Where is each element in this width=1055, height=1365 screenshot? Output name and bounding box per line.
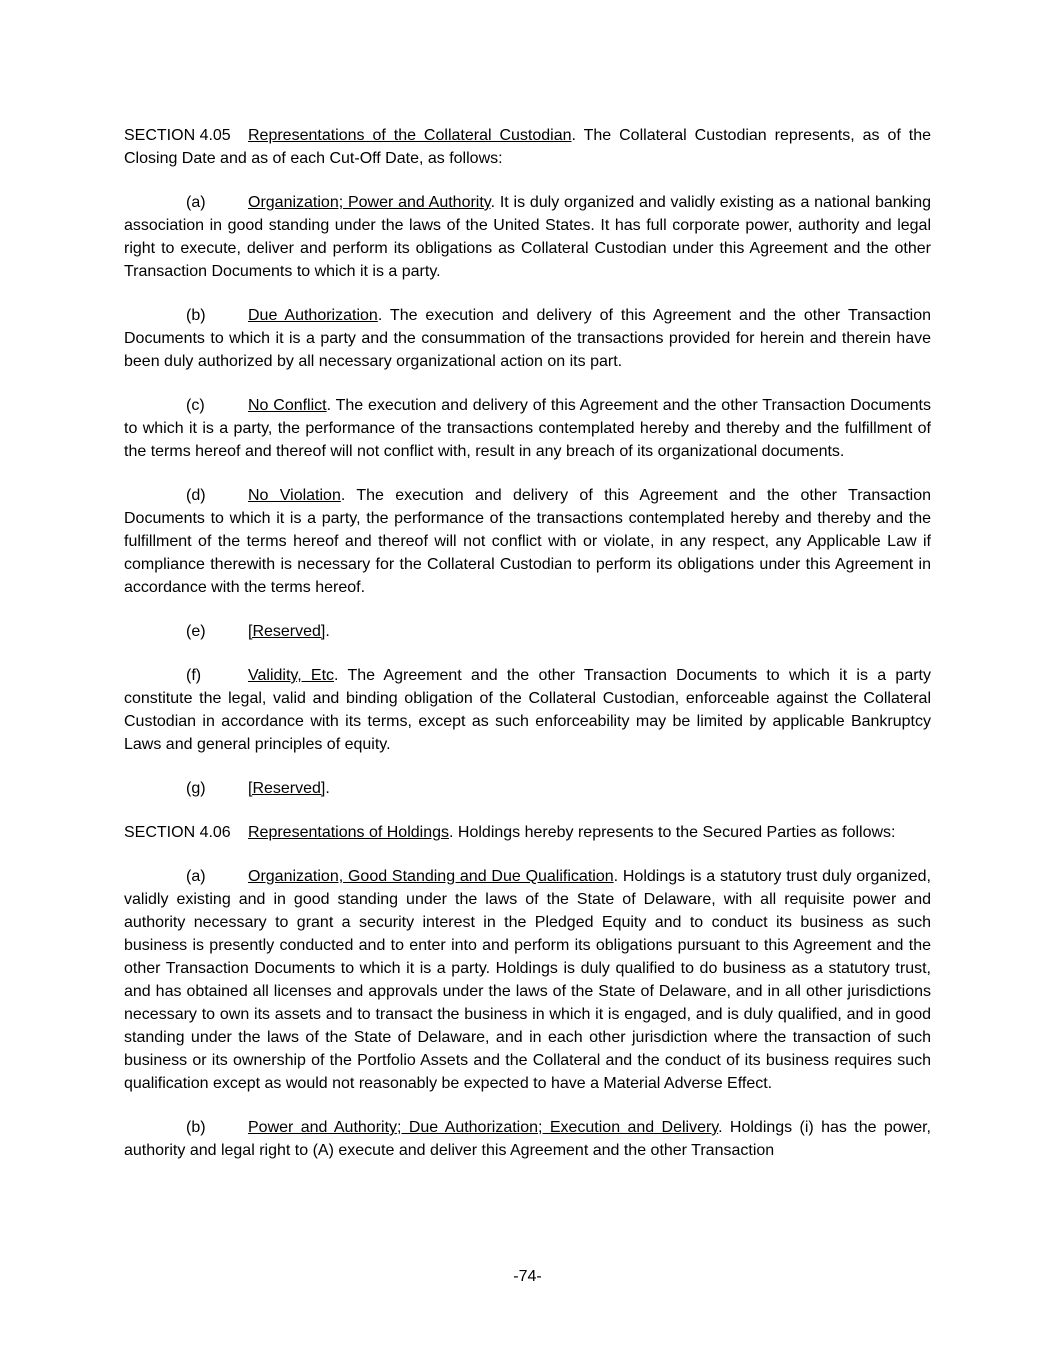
clause-label: (d) — [186, 487, 206, 504]
page-number: -74- — [513, 1268, 542, 1285]
section-4-06-heading — [124, 821, 931, 844]
clause-heading: [Reserved] — [248, 780, 326, 797]
clause-label: (g) — [186, 780, 206, 797]
clause-text: . Holdings (i) has the power, authority and legal right to (A) execute and deliver this Agreement and the other Transaction — [124, 1119, 932, 1159]
clause-4-05-b — [124, 304, 931, 373]
section-number: SECTION 4.05 — [124, 127, 231, 144]
clause-heading: Due Authorization — [248, 307, 378, 324]
section-title: Representations of the Collateral Custodian — [248, 127, 572, 144]
section-4-05-heading — [124, 124, 931, 170]
clause-heading: Organization, Good Standing and Due Qualification — [248, 868, 614, 885]
document-page — [124, 124, 931, 1183]
clause-text: . — [325, 780, 330, 797]
clause-text: . — [325, 623, 330, 640]
clause-label: (c) — [186, 397, 205, 414]
clause-heading: No Conflict — [248, 397, 327, 414]
clause-heading: Power and Authority; Due Authorization; Execution and Delivery — [248, 1119, 719, 1136]
clause-text: . The execution and delivery of this Agreement and the other Transaction Documents to which it is a party, the performance of the transactions contemplated hereby and thereby and the fulfillment of the terms hereof and thereof will not conflict with or violate, in any respect, any Applicable Law if compliance therewith is necessary for the Collateral Custodian to perform its obligations under this Agreement in accordance with the terms hereof. — [124, 487, 932, 596]
clause-text: . It is duly organized and validly existing as a national banking association in good standing under the laws of the United States. It has full corporate power, authority and legal right to execute, deliver and perform its obligations as Collateral Custodian under this Agreement and the other Transaction Documents to which it is a party. — [124, 194, 931, 280]
clause-label: (e) — [186, 623, 206, 640]
clause-4-06-a — [124, 865, 931, 1095]
clause-heading: [Reserved] — [248, 623, 326, 640]
clause-4-05-f — [124, 664, 931, 756]
clause-heading: No Violation — [248, 487, 341, 504]
clause-text: . The execution and delivery of this Agreement and the other Transaction Documents to which it is a party, the performance of the transactions contemplated hereby and thereby and the fulfillment of the terms hereof and thereof will not conflict with, result in any breach of its organizational documents. — [124, 397, 932, 460]
clause-4-05-c — [124, 394, 931, 463]
clause-heading: Organization; Power and Authority — [248, 194, 491, 211]
clause-heading: Validity, Etc — [248, 667, 335, 684]
clause-text: . The Agreement and the other Transaction Documents to which it is a party constitute the legal, valid and binding obligation of the Collateral Custodian, enforceable against the Collateral Custodian in accordance with its terms, except as such enforceability may be limited by applicable Bankruptcy Laws and general principles of equity. — [124, 667, 931, 753]
section-intro: . The Collateral Custodian represents, as of the Closing Date and as of each Cut-Off Date, as follows: — [124, 127, 932, 167]
clause-label: (f) — [186, 667, 202, 684]
clause-4-06-b — [124, 1116, 931, 1162]
section-number: SECTION 4.06 — [124, 824, 231, 841]
clause-text: . Holdings is a statutory trust duly organized, validly existing and in good standing under the laws of the State of Delaware, with all requisite power and authority necessary to grant a security interest in the Pledged Equity and to conduct its business as such business is presently conducted and to enter into and perform its obligations pursuant to this Agreement and the other Transaction Documents to which it is a party. Holdings is duly qualified to do business as a statutory trust, and has obtained all licenses and approvals under the laws of the State of Delaware, and in all other jurisdictions necessary to own its assets and to transact the business in which it is engaged, and is duly qualified, and in good standing under the laws of the State of Delaware, and in each other jurisdiction where the transaction of such business or its ownership of the Portfolio Assets and the Collateral and the conduct of its business requires such qualification except as would not reasonably be expected to have a Material Adverse Effect. — [124, 868, 931, 1092]
clause-4-05-a — [124, 191, 931, 283]
clause-text: . The execution and delivery of this Agreement and the other Transaction Documents to which it is a party and the consummation of the transactions provided for herein and therein have been duly authorized by all necessary organizational action on its part. — [124, 307, 931, 370]
clause-4-05-d — [124, 484, 931, 599]
clause-label: (a) — [186, 868, 206, 885]
section-intro: . Holdings hereby represents to the Secured Parties as follows: — [449, 824, 896, 841]
clause-label: (a) — [186, 194, 206, 211]
clause-label: (b) — [186, 1119, 206, 1136]
section-title: Representations of Holdings — [248, 824, 450, 841]
clause-4-05-g — [124, 777, 931, 800]
clause-4-05-e — [124, 620, 931, 643]
clause-label: (b) — [186, 307, 206, 324]
